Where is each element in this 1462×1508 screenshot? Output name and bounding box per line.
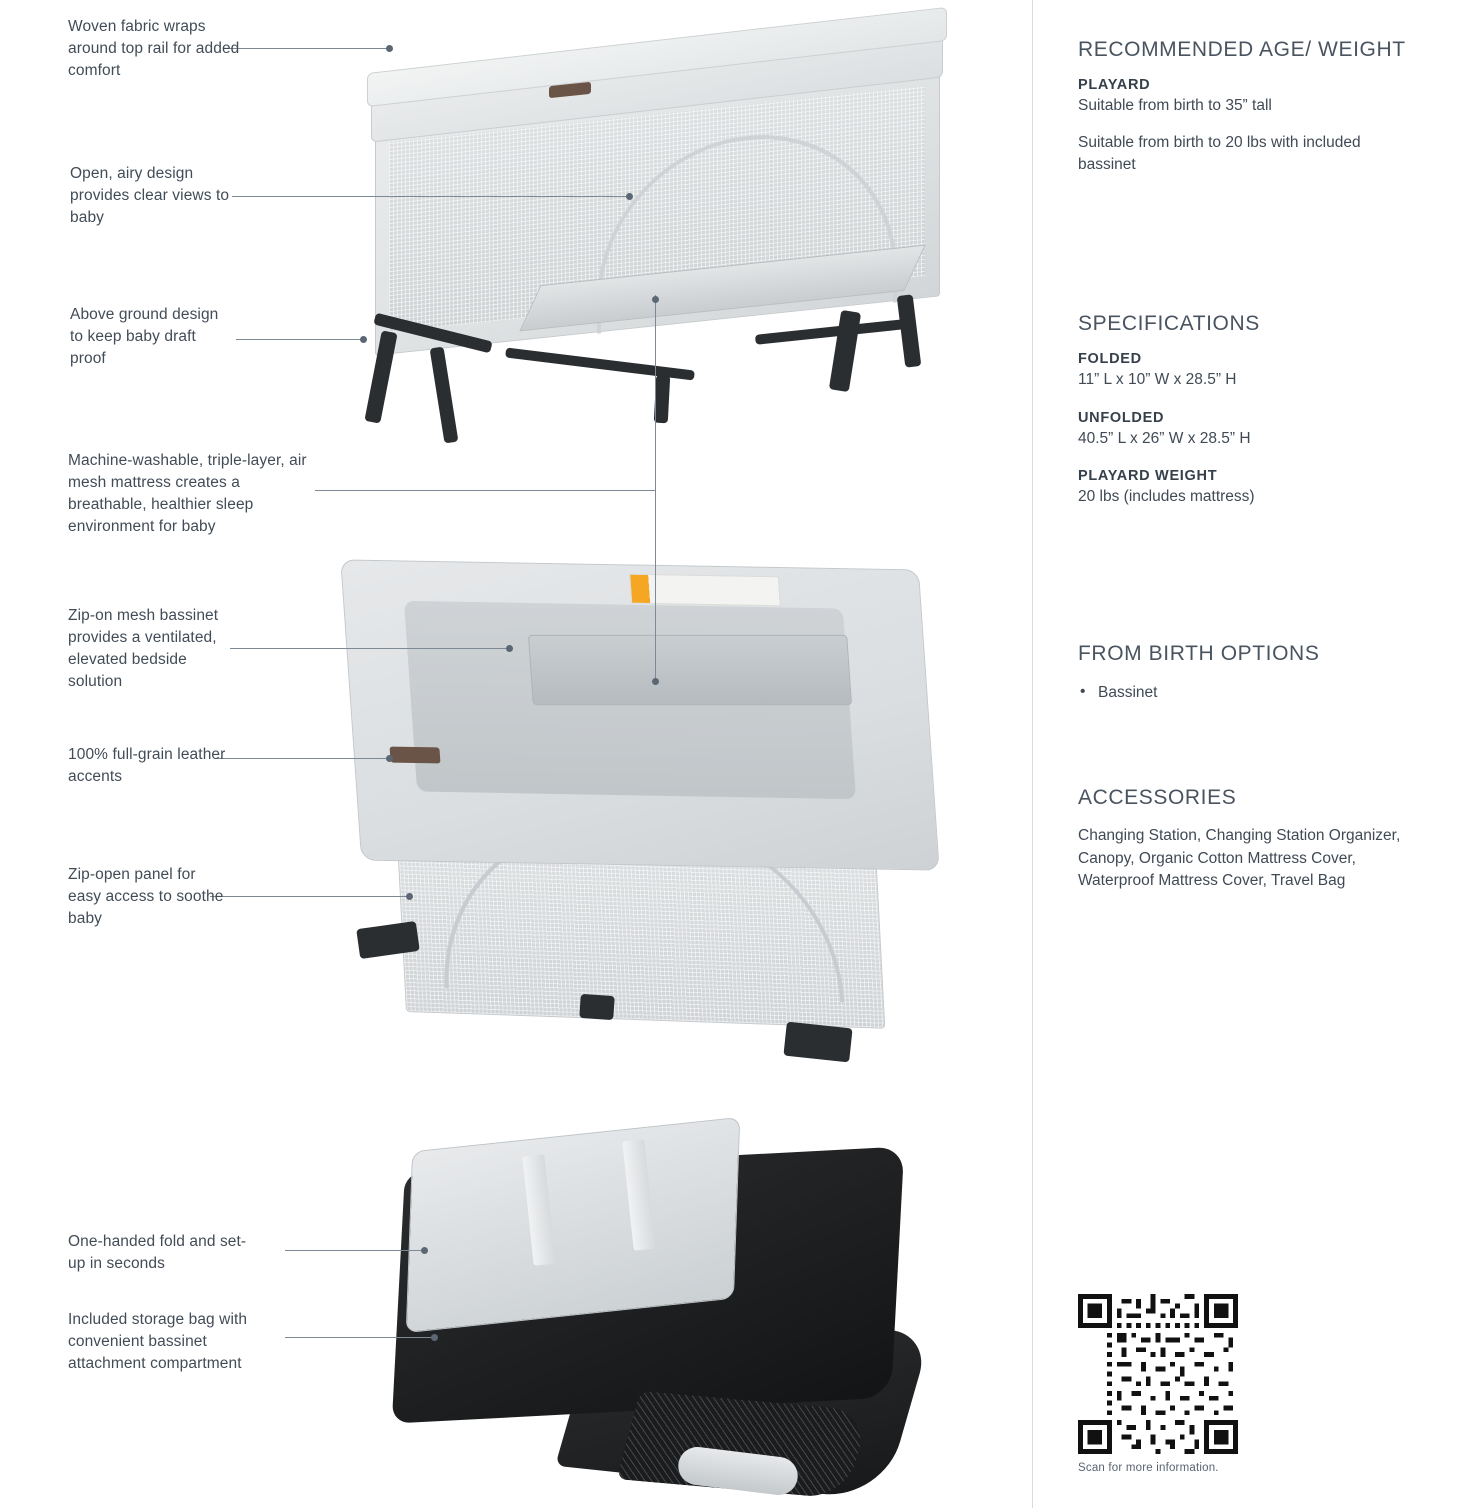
label-unfolded: UNFOLDED — [1078, 409, 1165, 426]
section-specifications — [1078, 310, 1418, 527]
leader-mattress-vertical — [655, 295, 656, 685]
label-playard: PLAYARD — [1078, 77, 1151, 94]
value-unfolded: 40.5” L x 26” W x 28.5” H — [1078, 429, 1251, 447]
leader-dot-open-airy — [626, 193, 633, 200]
leader-leather-accents — [215, 758, 390, 759]
leader-woven-fabric — [230, 48, 390, 49]
leader-dot-woven-fabric — [386, 45, 393, 52]
label-playard-weight: PLAYARD WEIGHT — [1078, 468, 1218, 485]
leader-dot-one-handed-fold — [421, 1247, 428, 1254]
callout-zip-open-panel: Zip-open panel for easy access to soothe baby — [68, 866, 224, 927]
age-weight-playard-block — [1078, 77, 1418, 176]
text-accessories: Changing Station, Changing Station Organizer, Canopy, Organic Cotton Mattress Cover, Waterproof Mattress Cover, Travel Bag — [1078, 827, 1401, 890]
section-title-from-birth: FROM BIRTH OPTIONS — [1078, 642, 1320, 665]
text-playard-height: Suitable from birth to 35” tall — [1078, 97, 1272, 115]
callout-storage-bag: Included storage bag with convenient bassinet attachment compartment — [68, 1311, 248, 1372]
section-accessories — [1078, 784, 1418, 909]
section-title-specifications: SPECIFICATIONS — [1078, 312, 1260, 335]
leader-dot-zip-open-panel — [406, 893, 413, 900]
section-recommended-age-weight — [1078, 36, 1418, 195]
value-playard-weight: 20 lbs (includes mattress) — [1078, 488, 1255, 506]
leader-above-ground — [236, 339, 364, 340]
leader-dot-above-ground — [360, 336, 367, 343]
callout-above-ground: Above ground design to keep baby draft proof — [70, 306, 219, 367]
leader-mattress — [315, 490, 655, 491]
bassinet-foot-right — [783, 1022, 852, 1063]
spec-unfolded — [1078, 410, 1418, 450]
leader-one-handed-fold — [285, 1250, 425, 1251]
leader-zip-open-panel — [210, 896, 410, 897]
qr-caption: Scan for more information. — [1078, 1462, 1219, 1474]
section-title-accessories: ACCESSORIES — [1078, 786, 1237, 809]
leader-dot-leather-accents — [386, 755, 393, 762]
qr-code-icon[interactable] — [1078, 1294, 1238, 1454]
from-birth-list — [1078, 681, 1418, 704]
leader-dot-zip-on-bassinet — [506, 645, 513, 652]
leader-open-airy — [232, 196, 630, 197]
bassinet-foot-center — [579, 994, 615, 1020]
callout-open-airy: Open, airy design provides clear views to baby — [70, 165, 230, 226]
folded-playard-in-bag — [406, 1117, 741, 1333]
qr-code-block[interactable] — [1078, 1294, 1238, 1474]
callout-woven-fabric: Woven fabric wraps around top rail for added comfort — [68, 18, 240, 79]
callout-one-handed-fold: One-handed fold and set-up in seconds — [68, 1233, 247, 1272]
leader-dot-mattress-bottom — [652, 678, 659, 685]
section-from-birth-options — [1078, 640, 1418, 705]
callout-leather-accents: 100% full-grain leather accents — [68, 746, 226, 785]
leader-zip-on-bassinet — [230, 648, 510, 649]
spec-weight — [1078, 468, 1418, 508]
list-item: • Bassinet — [1098, 681, 1418, 704]
spec-folded — [1078, 351, 1418, 391]
text-playard-weight: Suitable from birth to 20 lbs with included bassinet — [1078, 133, 1361, 174]
leader-storage-bag — [285, 1337, 435, 1338]
bassinet-product-image — [330, 525, 970, 1085]
label-folded: FOLDED — [1078, 351, 1142, 368]
vertical-divider — [1032, 0, 1033, 1508]
warning-label — [629, 574, 781, 607]
bassinet-leather-tag — [390, 747, 441, 764]
section-title-age-weight: RECOMMENDED AGE/ WEIGHT — [1078, 38, 1406, 61]
bassinet-mattress — [528, 635, 852, 705]
callout-mattress: Machine-washable, triple-layer, air mesh mattress creates a breathable, healthier sleep environment for baby — [68, 452, 307, 535]
leader-dot-storage-bag — [431, 1334, 438, 1341]
leader-dot-mattress-top — [652, 296, 659, 303]
value-folded: 11” L x 10” W x 28.5” H — [1078, 371, 1237, 389]
travel-bag-product-image — [378, 1100, 938, 1500]
callout-zip-on-bassinet: Zip-on mesh bassinet provides a ventilated, elevated bedside solution — [68, 607, 219, 690]
